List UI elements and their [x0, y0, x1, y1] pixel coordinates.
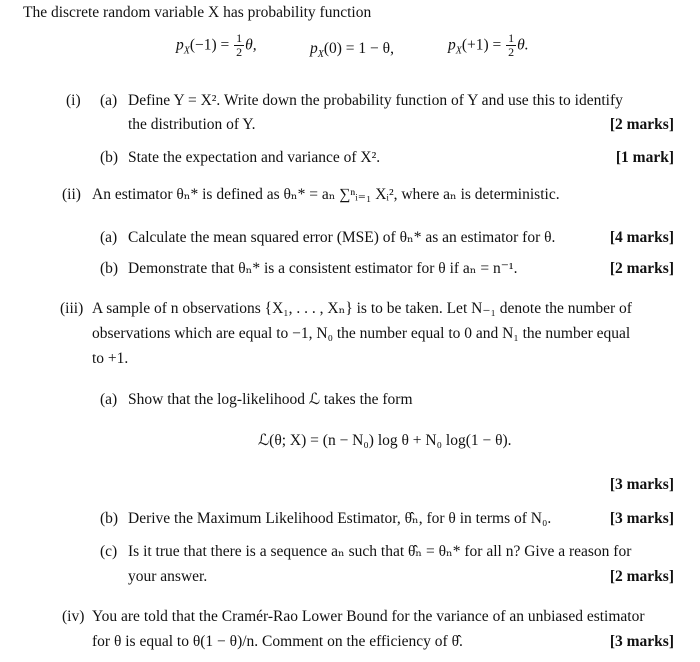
part-ii-b-label: (b)	[100, 260, 119, 277]
part-iii-c-line1: Is it true that there is a sequence aₙ such that θ̂ₙ = θₙ* for all n? Give a reason for	[128, 543, 632, 560]
part-iii-a-label: (a)	[100, 391, 118, 408]
part-iii-label: (iii)	[60, 300, 84, 317]
part-i-b-line: State the expectation and variance of X².	[128, 149, 381, 166]
part-i-a-label: (a)	[100, 92, 118, 109]
part-i-a-line1: Define Y = X². Write down the probability function of Y and use this to identify	[128, 92, 623, 109]
pmf-minus-one	[176, 32, 257, 59]
part-i-b-marks: [1 mark]	[615, 149, 674, 166]
part-iii-a-line: Show that the log-likelihood ℒ takes the form	[128, 391, 413, 408]
pmf-minus-tail: θ,	[245, 36, 257, 54]
part-ii-a-marks: [4 marks]	[609, 229, 674, 246]
part-i-a-marks: [2 marks]	[609, 116, 674, 133]
part-i-label: (i)	[66, 92, 81, 109]
pmf-minus-value: (−1) =	[189, 36, 230, 54]
intro-text: The discrete random variable X has probability function	[23, 4, 372, 21]
part-ii-b-marks: [2 marks]	[609, 260, 674, 277]
pmf-subscript: X	[183, 45, 190, 57]
pmf-plus-tail: θ.	[517, 36, 529, 54]
part-iii-c-line2: your answer.	[128, 568, 208, 585]
part-iii-c-label: (c)	[100, 543, 118, 560]
pmf-zero-value: (0) = 1 − θ,	[323, 40, 394, 57]
part-iv-line1: You are told that the Cramér-Rao Lower Bound for the variance of an unbiased estimator	[92, 608, 645, 625]
pmf-symbol: p	[176, 36, 184, 54]
part-i-a-line2: the distribution of Y.	[128, 116, 256, 133]
pmf-plus-value: (+1) =	[461, 36, 502, 54]
pmf-zero: $p_X(0) = 1 - \theta$,	[310, 40, 394, 61]
part-ii-a-label: (a)	[100, 229, 118, 246]
part-ii-label: (ii)	[62, 186, 81, 203]
part-iv-marks: [3 marks]	[609, 633, 674, 650]
part-iii-b-line: Derive the Maximum Likelihood Estimator, θ̂ₙ, for θ in terms of N₀.	[128, 510, 552, 527]
part-ii-a-line: Calculate the mean squared error (MSE) of θₙ* as an estimator for θ.	[128, 229, 556, 246]
part-iii-c-marks: [2 marks]	[609, 568, 674, 585]
part-iii-line3: to +1.	[92, 350, 129, 367]
half-fraction: $\frac{1}{2}$	[236, 31, 243, 60]
part-iii-a-marks: [3 marks]	[609, 476, 674, 493]
part-iii-b-marks: [3 marks]	[609, 510, 674, 527]
part-iii-line2: observations which are equal to −1, N₀ the number equal to 0 and N₁ the number equal	[92, 325, 631, 342]
part-i-b-label: (b)	[100, 149, 119, 166]
half-fraction: $\frac{1}{2}$	[508, 31, 515, 60]
log-likelihood-equation: ℒ(θ; X) = (n − N₀) log θ + N₀ log(1 − θ).	[258, 432, 512, 449]
part-iv-line2: for θ is equal to θ(1 − θ)/n. Comment on the efficiency of θ̂.	[92, 633, 463, 650]
part-iv-label: (iv)	[62, 608, 85, 625]
part-ii-intro: An estimator θₙ* is defined as θₙ* = aₙ ∑ⁿᵢ₌₁ Xᵢ², where aₙ is deterministic.	[92, 186, 560, 203]
part-ii-b-line: Demonstrate that θₙ* is a consistent estimator for θ if aₙ = n⁻¹.	[128, 260, 518, 277]
part-iii-b-label: (b)	[100, 510, 119, 527]
pmf-plus-one: $p_X(+1)$ = $\frac{1}{2}$ θ.	[448, 31, 529, 60]
part-iii-line1: A sample of n observations {X₁, . . . , Xₙ} is to be taken. Let N₋₁ denote the number of	[92, 300, 632, 317]
